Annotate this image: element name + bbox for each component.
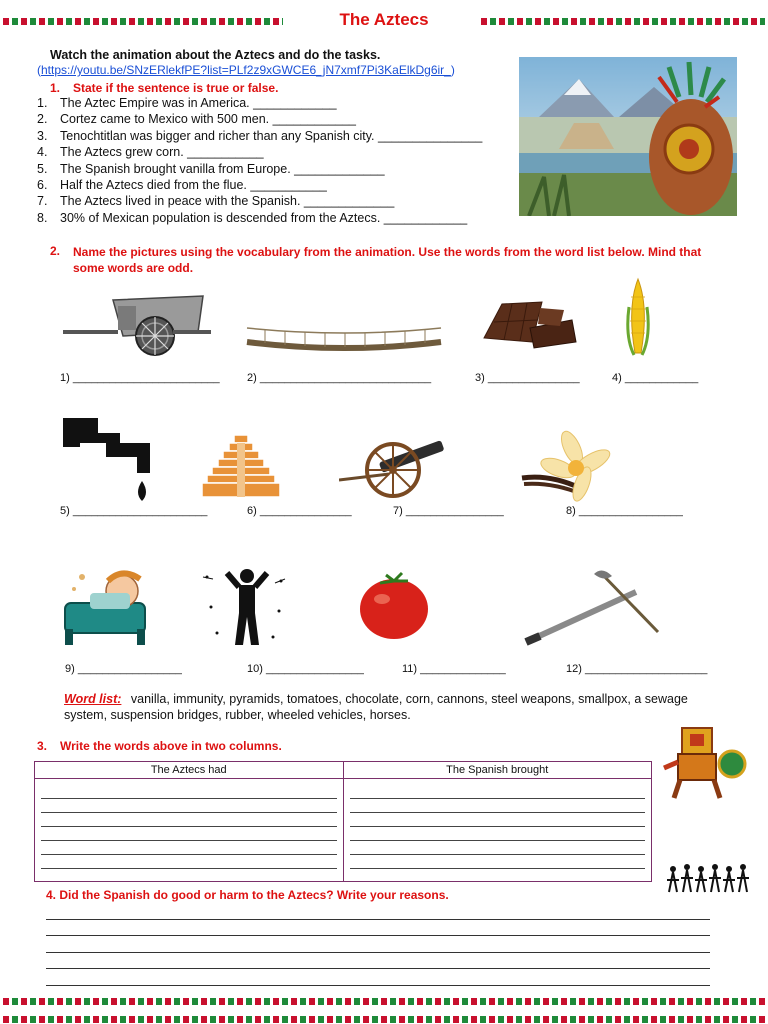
- caption-12: 12) ____________________: [566, 663, 708, 675]
- task3-title: Write the words above in two columns.: [60, 739, 282, 753]
- two-column-table: [34, 761, 652, 882]
- immunity-figure-picture: [201, 567, 287, 647]
- sewage-pipe-picture: [60, 415, 156, 505]
- spanish-brought-cell[interactable]: [343, 779, 652, 882]
- aztec-warrior-clipart: [660, 722, 748, 800]
- caption-3: 3) _______________: [475, 372, 580, 384]
- caption-6: 6) _______________: [247, 505, 352, 517]
- link-close-paren: ): [450, 63, 455, 77]
- task1-number: 1.: [50, 81, 61, 95]
- word-list-label: Word list:: [64, 692, 122, 706]
- caption-10: 10) ________________: [247, 663, 364, 675]
- task2-heading: [50, 244, 730, 276]
- bottom-border-top: [3, 998, 765, 1005]
- pyramid-picture: [201, 433, 281, 499]
- sick-person-in-bed-picture: [60, 563, 158, 647]
- task2-number: 2.: [50, 244, 61, 258]
- chocolate-picture: [482, 298, 578, 352]
- caption-11: 11) ______________: [402, 663, 506, 675]
- page-title: The Aztecs: [339, 10, 429, 29]
- word-list-text: vanilla, immunity, pyramids, tomatoes, chocolate, corn, cannons, steel weapons, smallpox, a sewage system, suspension bridges, rubber, wheeled vehicles, horses.: [64, 692, 688, 722]
- col-spanish-brought: The Spanish brought: [343, 762, 652, 779]
- aztec-city-painting: [519, 57, 737, 216]
- link-open-paren: (: [37, 63, 41, 77]
- bottom-border-bottom: [3, 1016, 765, 1023]
- task1-title: State if the sentence is true or false.: [73, 81, 279, 95]
- caption-1: 1) ________________________: [60, 372, 220, 384]
- answer-lines[interactable]: [46, 903, 710, 986]
- intro-text: Watch the animation about the Aztecs and do the tasks.: [50, 48, 381, 62]
- suspension-bridge-picture: [245, 322, 443, 356]
- steel-weapons-picture: [520, 566, 662, 648]
- task3-number: 3.: [37, 739, 48, 753]
- col-aztecs-had: The Aztecs had: [35, 762, 344, 779]
- tomato-picture: [356, 569, 432, 641]
- caption-7: 7) ________________: [393, 505, 504, 517]
- caption-2: 2) ____________________________: [247, 372, 432, 384]
- video-link-line: [37, 63, 455, 77]
- caption-4: 4) ____________: [612, 372, 699, 384]
- aztecs-had-cell[interactable]: [35, 779, 344, 882]
- caption-5: 5) ______________________: [60, 505, 208, 517]
- cannon-picture: [339, 436, 447, 500]
- vanilla-picture: [520, 428, 614, 506]
- caption-9: 9) _________________: [65, 663, 182, 675]
- video-link[interactable]: https://youtu.be/SNzERlekfPE?list=PLf2z9xGWCE6_jN7xmf7Pi3KaElkDg6ir_: [41, 63, 451, 77]
- corn-picture: [625, 277, 651, 357]
- task4-heading: 4. Did the Spanish do good or harm to the Aztecs? Write your reasons.: [46, 888, 449, 902]
- warriors-frieze-clipart: [663, 862, 753, 898]
- task2-title: Name the pictures using the vocabulary from the animation. Use the words from the word list below. Mind that some words are odd.: [73, 245, 702, 275]
- wheeled-cart-picture: [63, 292, 213, 358]
- caption-8: 8) _________________: [566, 505, 683, 517]
- word-list: [64, 691, 724, 723]
